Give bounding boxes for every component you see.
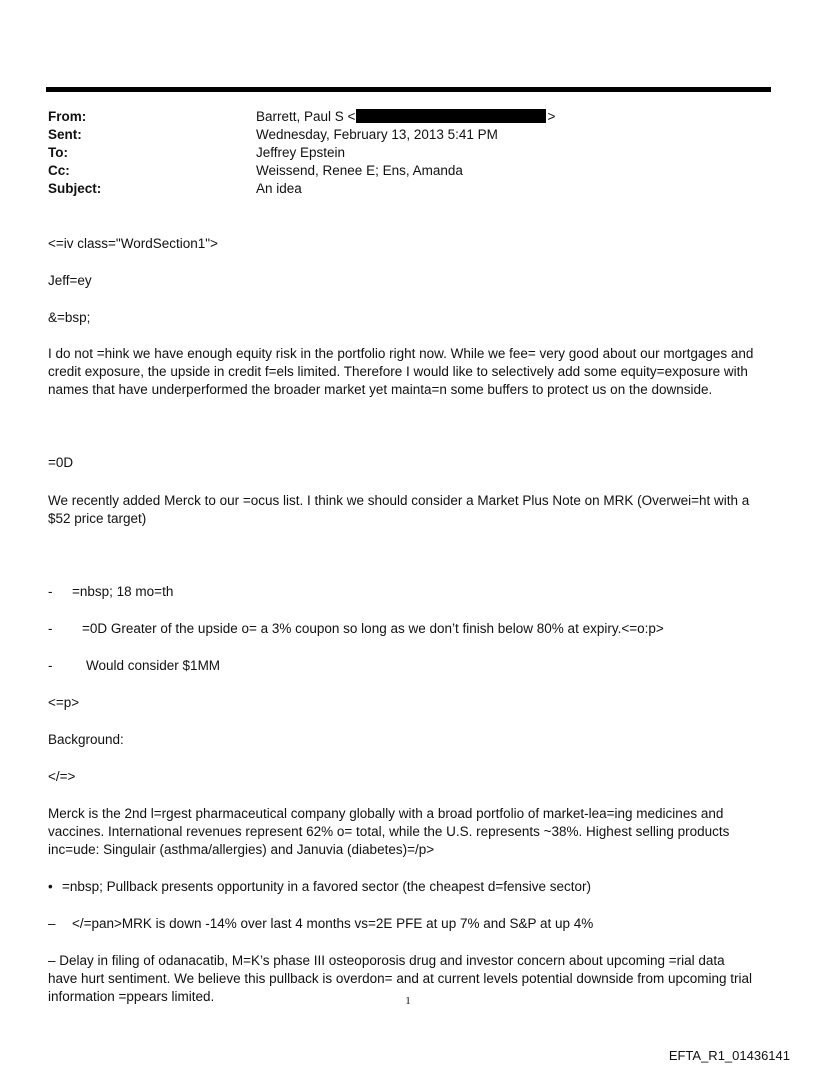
paragraph-merck [48,492,773,528]
header-rule [46,87,771,92]
subject-row [48,180,555,198]
body-line: </=> [48,769,76,784]
paragraph-line: vaccines. International revenues represent 62% o= total, while the U.S. represents ~38%. Highest selling products [48,824,730,839]
sent-label: Sent: [48,127,82,142]
body-line: &=bsp; [48,310,91,325]
greeting: Jeff=ey [48,273,92,288]
list-item-text: =0D Greater of the upside o= a 3% coupon so long as we don’t finish below 80% at expiry.<=o:p> [82,621,664,636]
from-value-name: Barrett, Paul S < [256,109,356,124]
list-item [48,657,773,675]
paragraph-line: information =ppears limited. [48,989,215,1004]
email-header [48,108,555,198]
dash-marker: - [48,584,53,599]
paragraph-line: – Delay in filing of odanacatib, M=K’s phase III osteoporosis drug and investor concern about upcoming =rial data [48,953,725,968]
paragraph-line: $52 price target) [48,511,147,526]
dash-marker: - [48,621,53,636]
paragraph-line: Merck is the 2nd l=rgest pharmaceutical company globally with a broad portfolio of market-lea=ing medicines and [48,806,724,821]
paragraph-line: inc=ude: Singulair (asthma/allergies) and Januvia (diabetes)=/p> [48,842,435,857]
bullet-item [48,878,773,896]
to-value: Jeffrey Epstein [256,145,346,160]
subject-value: An idea [256,181,302,196]
section-heading: Background: [48,732,124,747]
paragraph-line: names that have underperformed the broader market yet mainta=n some buffers to protect us on the downside. [48,382,713,397]
email-body [48,235,773,1006]
list-item-text: =nbsp; 18 mo=th [72,584,174,599]
from-row [48,108,555,126]
subject-label: Subject: [48,181,102,196]
from-value-close: > [547,109,556,124]
cc-row [48,162,555,180]
paragraph-background [48,805,773,859]
paragraph-line: have hurt sentiment. We believe this pullback is overdon= and at current levels potential downside from upcoming trial [48,971,753,986]
dash-marker: – [48,916,56,931]
to-row [48,144,555,162]
body-line: =0D [48,455,74,470]
body-line: <=iv class="WordSection1"> [48,236,218,251]
bullet-item [48,915,773,933]
cc-label: Cc: [48,163,70,178]
page-number: 1 [405,995,411,1007]
paragraph-line: We recently added Merck to our =ocus list. I think we should consider a Market Plus Note on MRK (Overwei=ht with a [48,493,750,508]
sent-value: Wednesday, February 13, 2013 5:41 PM [256,127,498,142]
sent-row [48,126,555,144]
document-id: EFTA_R1_01436141 [668,1048,790,1063]
list-item [48,583,773,601]
from-value [256,108,555,126]
list-item [48,620,773,638]
cc-value: Weissend, Renee E; Ens, Amanda [256,163,463,178]
from-label: From: [48,109,87,124]
paragraph-intro [48,345,773,399]
paragraph-line: I do not =hink we have enough equity risk in the portfolio right now. While we fee= very good about our mortgages and [48,346,754,361]
bullet-marker: • [48,879,53,894]
dash-marker: - [48,658,53,673]
bullet-text: =nbsp; Pullback presents opportunity in a favored sector (the cheapest d=fensive sector) [62,879,592,894]
bullet-text: </=pan>MRK is down -14% over last 4 months vs=2E PFE at up 7% and S&P at up 4% [72,916,594,931]
redaction-block [356,109,546,123]
body-line: <=p> [48,695,80,710]
to-label: To: [48,145,68,160]
paragraph-line: credit exposure, the upside in credit f=els limited. Therefore I would like to selectively add some equity=exposure with [48,364,748,379]
list-item-text: Would consider $1MM [86,658,221,673]
